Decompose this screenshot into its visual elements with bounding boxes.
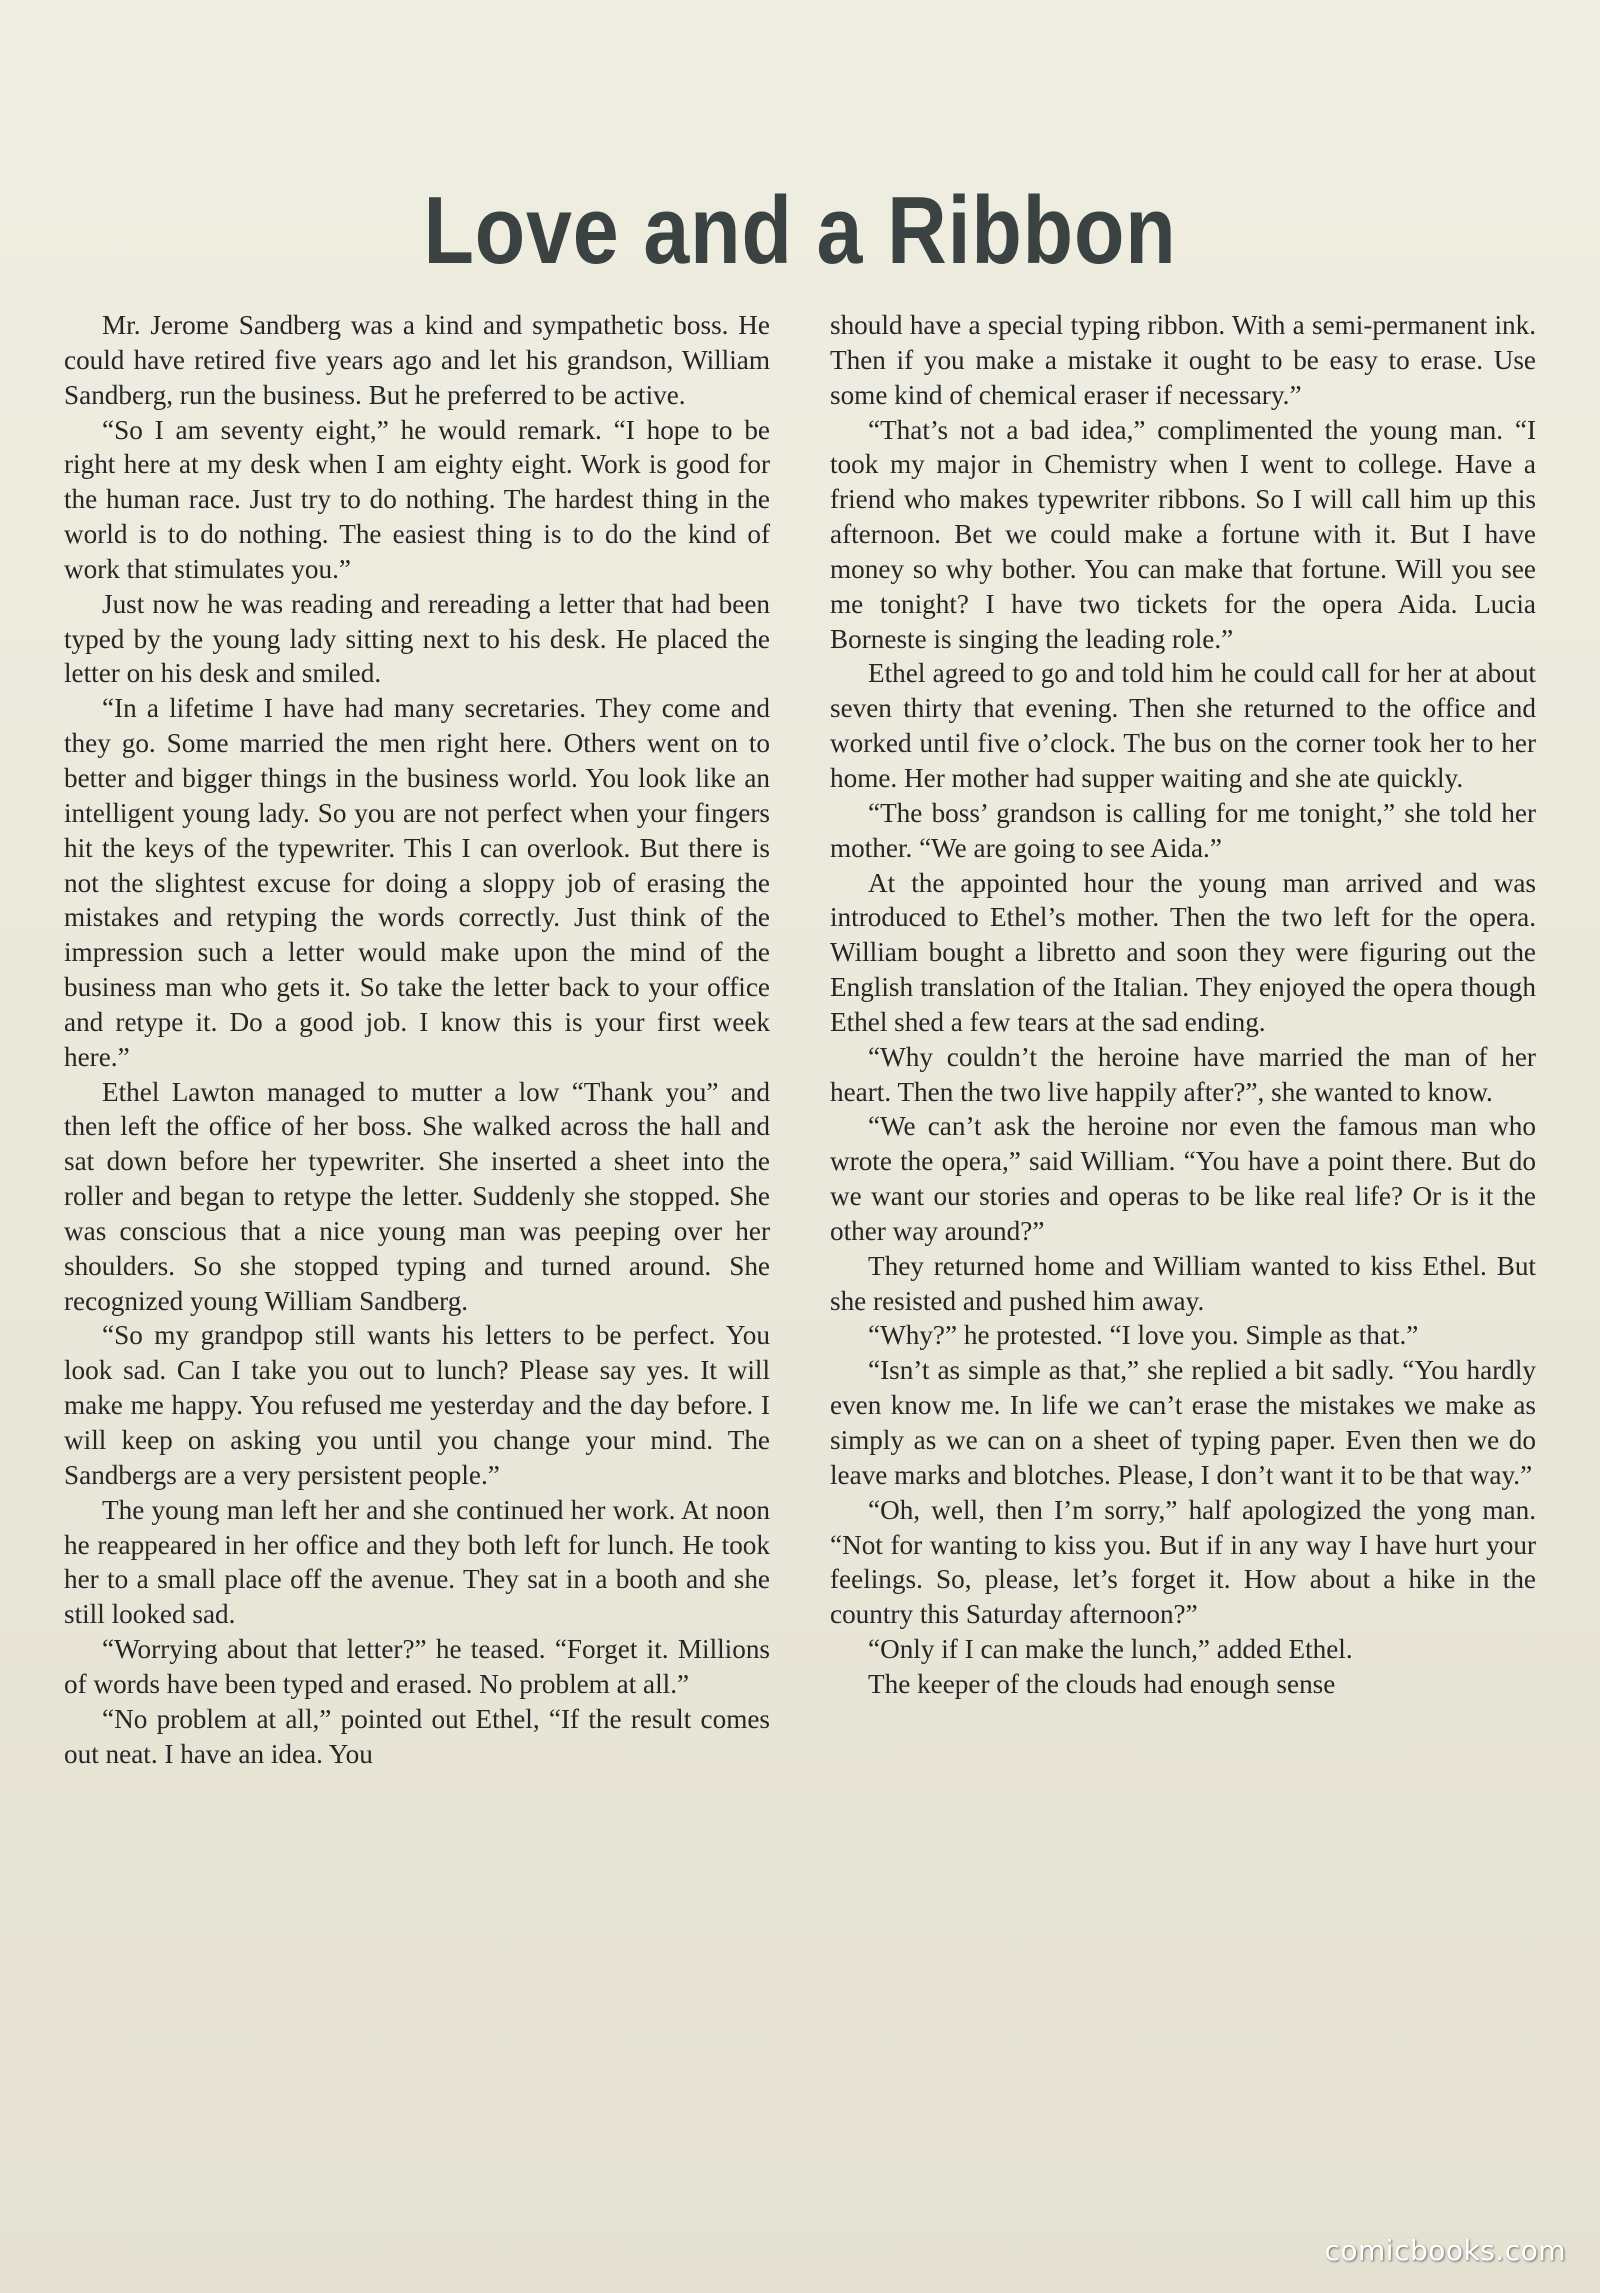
paragraph: They returned home and William wanted to kiss Ethel. But she resisted and pushed him away. bbox=[830, 1250, 1536, 1316]
paragraph: Just now he was reading and rereading a letter that had been typed by the young lady sitting next to his desk. He placed the letter on his desk and smiled. bbox=[64, 588, 770, 689]
paragraph: “No problem at all,” pointed out Ethel, “If the result comes out neat. I have an idea. You bbox=[64, 1703, 770, 1769]
paragraph: The young man left her and she continued her work. At noon he reappeared in her office and they both left for lunch. He took her to a small place off the avenue. They sat in a booth and she still looked sad. bbox=[64, 1494, 770, 1630]
paragraph: “We can’t ask the heroine nor even the famous man who wrote the opera,” said William. “You have a point there. But do we want our stories and operas to be like real life? Or is it the other way around?” bbox=[830, 1111, 1536, 1246]
paragraph: “Oh, well, then I’m sorry,” half apologized the yong man. “Not for wanting to kiss you. But if in any way I have hurt your feelings. So, please, let’s forget it. How about a hike in the country this Saturday afternoon?” bbox=[830, 1494, 1536, 1630]
paragraph: “In a lifetime I have had many secretaries. They come and they go. Some married the men right here. Others went on to better and bigger things in the business world. You look like an intelligent young lady. So you are not perfect when your fingers hit the keys of the typewriter. This I can overlook. But there is not the slightest excuse for doing a sloppy job of erasing the mistakes and retyping the words correctly. Just think of the impression such a letter would make upon the mind of the business man who gets it. So take the letter back to your office and retype it. Do a good job. I know this is your first week here.” bbox=[64, 693, 770, 1072]
site-watermark: comicbooks.com bbox=[1324, 2234, 1566, 2267]
paragraph: Ethel Lawton managed to mutter a low “Thank you” and then left the office of her boss. She walked across the hall and sat down before her typewriter. She inserted a sheet into the roller and began to retype the letter. Suddenly she stopped. She was conscious that a nice young man was peeping over her shoulders. So she stopped typing and turned around. She recognized young William Sandberg. bbox=[64, 1076, 770, 1316]
paragraph: Ethel agreed to go and told him he could call for her at about seven thirty that evening. Then she returned to the office and worked until five o’clock. The bus on the corner took her to her home. Her mother had supper waiting and she ate quickly. bbox=[830, 658, 1536, 793]
paragraph-continued: should have a special typing ribbon. With a semi-permanent ink. Then if you make a mistake it ought to be easy to erase. Use some kind of chemical eraser if necessary.” bbox=[830, 310, 1536, 410]
story-title: Love and a Ribbon bbox=[423, 177, 1177, 285]
paragraph: “Isn’t as simple as that,” she replied a bit sadly. “You hardly even know me. In life we can’t erase the mistakes we make as simply as we can on a sheet of typing paper. Even then we do leave marks and blotches. Please, I don’t want it to be that way.” bbox=[830, 1355, 1536, 1490]
paragraph: The keeper of the clouds had enough sense bbox=[868, 1668, 1336, 1699]
paragraph: “Worrying about that letter?” he teased. “Forget it. Millions of words have been typed and erased. No problem at all.” bbox=[64, 1634, 770, 1699]
left-column bbox=[64, 308, 770, 2238]
paragraph: “Why couldn’t the heroine have married the man of her heart. Then the two live happily after?”, she wanted to know. bbox=[830, 1041, 1536, 1107]
story-columns bbox=[64, 308, 1536, 2238]
paragraph: “Only if I can make the lunch,” added Ethel. bbox=[868, 1634, 1353, 1665]
paragraph: “So I am seventy eight,” he would remark. “I hope to be right here at my desk when I am eighty eight. Work is good for the human race. Just try to do nothing. The hardest thing in the world is to do nothing. The easiest thing is to do the kind of work that stimulates you.” bbox=[64, 414, 770, 584]
paragraph: “That’s not a bad idea,” complimented the young man. “I took my major in Chemistry when I went to college. Have a friend who makes typewriter ribbons. So I will call him up this afternoon. Bet we could make a fortune with it. But I have money so why bother. You can make that fortune. Will you see me tonight? I have two tickets for the opera Aida. Lucia Borneste is singing the leading role.” bbox=[830, 414, 1536, 654]
paragraph: “So my grandpop still wants his letters to be perfect. You look sad. Can I take you out to lunch? Please say yes. It will make me happy. You refused me yesterday and the day before. I will keep on asking you until you change your mind. The Sandbergs are a very persistent people.” bbox=[64, 1320, 770, 1490]
right-column bbox=[830, 308, 1536, 2238]
paragraph: Mr. Jerome Sandberg was a kind and sympathetic boss. He could have retired five years ago and let his grandson, William Sandberg, run the business. But he preferred to be active. bbox=[64, 310, 770, 410]
paragraph: At the appointed hour the young man arrived and was introduced to Ethel’s mother. Then the two left for the opera. William bought a libretto and soon they were figuring out the English translation of the Italian. They enjoyed the opera though Ethel shed a few tears at the sad ending. bbox=[830, 867, 1536, 1037]
paragraph: “The boss’ grandson is calling for me tonight,” she told her mother. “We are going to see Aida.” bbox=[830, 797, 1536, 863]
paragraph: “Why?” he protested. “I love you. Simple as that.” bbox=[868, 1320, 1419, 1351]
